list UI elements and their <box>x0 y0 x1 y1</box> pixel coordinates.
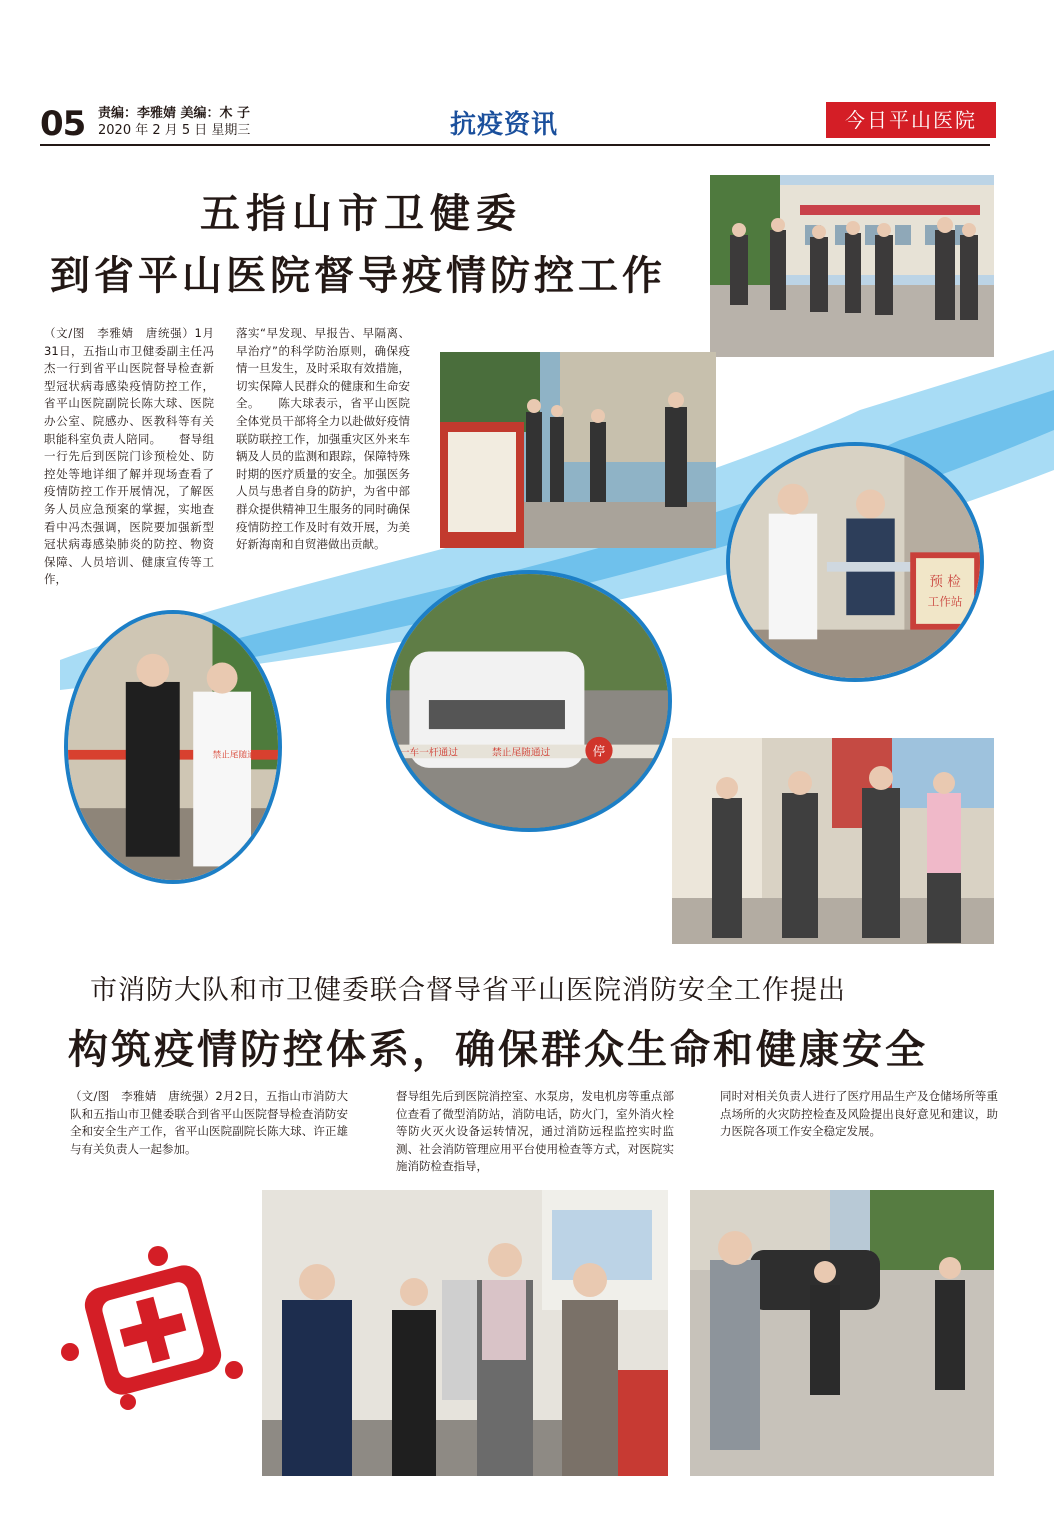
page-number: 05 <box>40 104 86 144</box>
article2-subheadline: 市消防大队和市卫健委联合督导省平山医院消防安全工作提出 <box>90 975 846 1006</box>
photo-outdoor-parking-inspection <box>690 1190 994 1476</box>
inspection-sign-text: 预 检 <box>929 574 961 591</box>
svg-text:工作站: 工作站 <box>927 594 963 609</box>
photo-circle-temperature-check <box>64 610 282 884</box>
article2-headline: 构筑疫情防控体系，确保群众生命和健康安全 <box>68 1027 928 1073</box>
red-cross-people-logo-icon <box>58 1242 248 1412</box>
article2-column1: （文/图 李雅婧 唐统强）2月2日，五指山市消防大队和五指山市卫健委联合到省平山医院督导检查消防安全和安全生产工作，省平山医院副院长陈大球、许正雄与有关负责人一起参加。 <box>70 1089 348 1156</box>
section-title: 抗疫资讯 <box>450 110 559 140</box>
article2-column3: 同时对相关负责人进行了医疗用品生产及仓储场所等重点场所的火灾防控检查及风险提出良好意见和建议，助力医院各项工作安全稳定发展。 <box>720 1089 998 1139</box>
editors-credit: 责编：李雅婧 美编：木 子 <box>98 106 251 121</box>
photo-circle-nurses-station <box>726 442 984 682</box>
photo-circle-car-gate <box>386 570 672 832</box>
article1-headline-line2: 到省平山医院督导疫情防控工作 <box>50 253 666 299</box>
barrier-sign-text: 禁止尾随通过 <box>212 750 265 761</box>
photo-inspection-outside-building <box>710 175 994 357</box>
article1-headline-line1: 五指山市卫健委 <box>200 191 522 237</box>
masthead-badge: 今日平山医院 <box>826 102 996 138</box>
photo-officials-discussion <box>672 738 994 944</box>
photo-fire-officer-inspection <box>262 1190 668 1476</box>
issue-date: 2020 年 2 月 5 日 星期三 <box>98 123 251 138</box>
article1-column1: （文/图 李雅婧 唐统强）1月31日，五指山市卫健委副主任冯杰一行到省平山医院督导检查新型冠状病毒感染疫情防控工作，省平山医院副院长陈大球、医院办公室、院感办、医教科等有关职能科室负责人陪同。 督导组一行先后到医院门诊预检处、防控处等地详细了解并现场查看了疫情防控工作开展情况，了解医务人员应急预案的掌握，实地查看中冯杰强调，医院要加强新型冠状病毒感染肺炎的防控、物资保障、人员培训、健康宣传等工作， <box>44 326 214 587</box>
stop-sign-text: 停 <box>592 743 606 759</box>
header-divider <box>40 144 990 146</box>
article2-column2: 督导组先后到医院消控室、水泵房，发电机房等重点部位查看了微型消防站，消防电话，防火门，室外消火栓等防火灭火设备运转情况，通过消防远程监控实时监测、社会消防管理应用平台使用检查等方式，对医院实施消防检查指导， <box>396 1089 674 1174</box>
photo-entrance-checkpoint <box>440 352 716 548</box>
article1-column2: 落实“早发现、早报告、早隔离、早治疗”的科学防治原则，确保疫情一旦发生，及时采取有效措施，切实保障人民群众的健康和生命安全。 陈大球表示，省平山医院全体党员干部将全力以赴做好疫情联防联控工作，加强重灾区外来车辆及人员的监测和跟踪，保障特殊时期的医疗质量的安全。加强医务人员与患者自身的防护，为省中部群众提供精神卫生服务的同时确保疫情防控工作及时有效开展，为美好新海南和自贸港做出贡献。 <box>236 326 410 552</box>
gate-sign-left-text: 一车一杆通过 <box>399 747 458 759</box>
gate-sign-right-text: 禁止尾随通过 <box>492 747 551 759</box>
